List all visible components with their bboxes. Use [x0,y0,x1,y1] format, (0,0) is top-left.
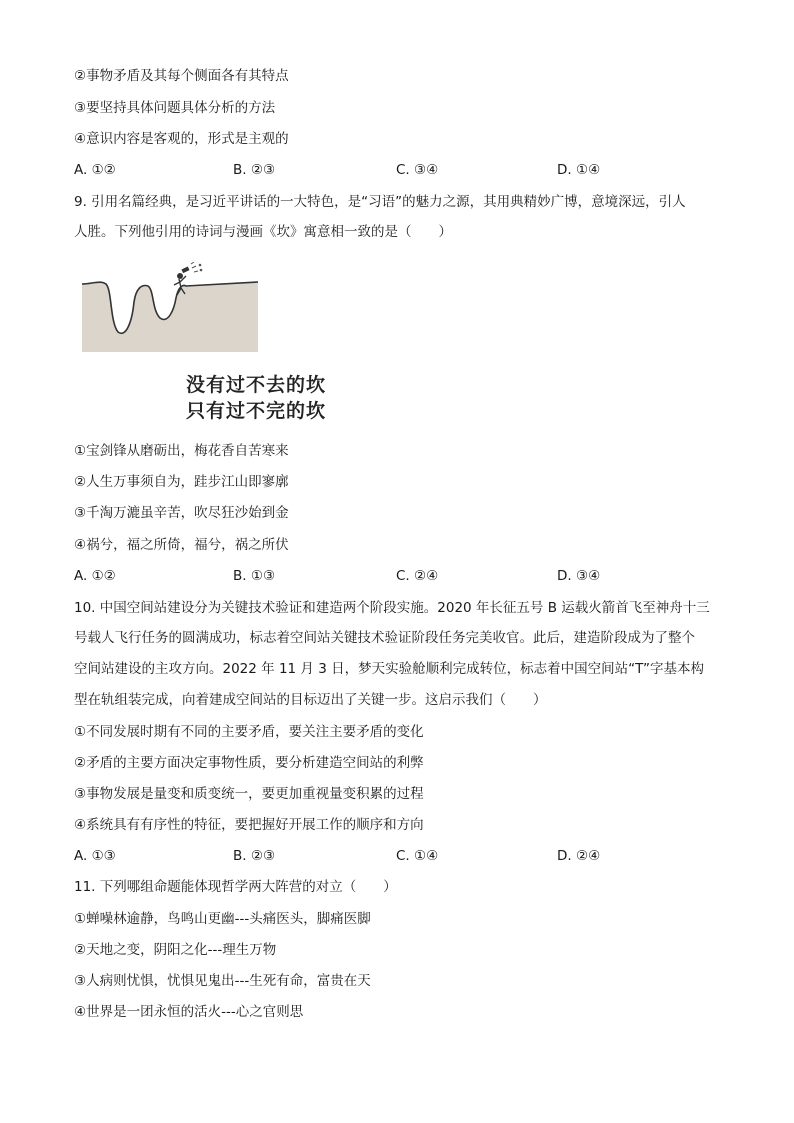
q8-option-a: A. ①② [74,162,116,178]
q8-option-b: B. ②③ [233,162,276,178]
q9-statement-1: ①宝剑锋从磨砺出，梅花香自苦寒来 [74,443,289,459]
q11-stem: 11. 下列哪组命题能体现哲学两大阵营的对立（ ） [74,879,397,895]
spray-marks [191,262,202,272]
q9-option-a: A. ①② [74,568,116,584]
q11-statement-1: ①蝉噪林逾静，鸟鸣山更幽---头痛医头，脚痛医脚 [74,911,371,927]
q10-statement-1: ①不同发展时期有不同的主要矛盾，要关注主要矛盾的变化 [74,724,424,740]
q11-statement-3: ③人病则忧惧，忧惧见鬼出---生死有命，富贵在天 [74,973,371,989]
q10-option-d: D. ②④ [557,848,601,864]
comic-caption-line-1: 没有过不去的坎 [186,374,327,396]
q9-statement-2: ②人生万事须自为，跬步江山即寥廓 [74,474,289,490]
q9-stem-line-2: 人胜。下列他引用的诗词与漫画《坎》寓意相一致的是（ ） [74,224,452,240]
q8-statement-4: ④意识内容是客观的，形式是主观的 [74,131,289,147]
comic-caption-line-2: 只有过不完的坎 [186,400,327,422]
q10-stem-line-2: 号载人飞行任务的圆满成功，标志着空间站关键技术验证阶段任务完美收官。此后，建造阶段成为了整个 [74,630,695,646]
q10-statement-2: ②矛盾的主要方面决定事物性质，要分析建造空间站的利弊 [74,755,424,771]
q8-option-c: C. ③④ [396,162,439,178]
q9-statement-3: ③千淘万漉虽辛苦，吹尽狂沙始到金 [74,505,289,521]
q10-option-c: C. ①④ [396,848,439,864]
q9-stem-line-1: 9. 引用名篇经典，是习近平讲话的一大特色，是“习语”的魅力之源，其用典精妙广博，意境深远，引人 [74,194,686,210]
q8-statement-3: ③要坚持具体问题具体分析的方法 [74,100,276,116]
q10-stem-line-1: 10. 中国空间站建设分为关键技术验证和建造两个阶段实施。2020 年长征五号 B 运载火箭首飞至神舟十三 [74,600,710,616]
q9-option-c: C. ②④ [396,568,439,584]
kan-comic-illustration [82,262,327,422]
pit-terrain-drawing [82,262,258,352]
q11-statement-2: ②天地之变，阴阳之化---理生万物 [74,942,277,958]
q9-statement-4: ④祸兮，福之所倚，福兮，祸之所伏 [74,537,289,553]
q10-statement-3: ③事物发展是量变和质变统一，要更加重视量变积累的过程 [74,786,424,802]
q8-option-d: D. ①④ [557,162,601,178]
q10-stem-line-3: 空间站建设的主攻方向。2022 年 11 月 3 日，梦天实验舱顺利完成转位，标志着中国空间站“T”字基本构 [74,661,705,677]
q10-stem-line-4: 型在轨组装完成，向着建成空间站的目标迈出了关键一步。这启示我们（ ） [74,692,547,708]
q10-option-a: A. ①③ [74,848,116,864]
q9-option-b: B. ①③ [233,568,276,584]
q11-statement-4: ④世界是一团永恒的活火---心之官则思 [74,1004,304,1020]
q8-statement-2: ②事物矛盾及其每个侧面各有其特点 [74,68,289,84]
q9-option-d: D. ③④ [557,568,601,584]
q10-option-b: B. ②③ [233,848,276,864]
q10-statement-4: ④系统具有有序性的特征，要把握好开展工作的顺序和方向 [74,817,424,833]
